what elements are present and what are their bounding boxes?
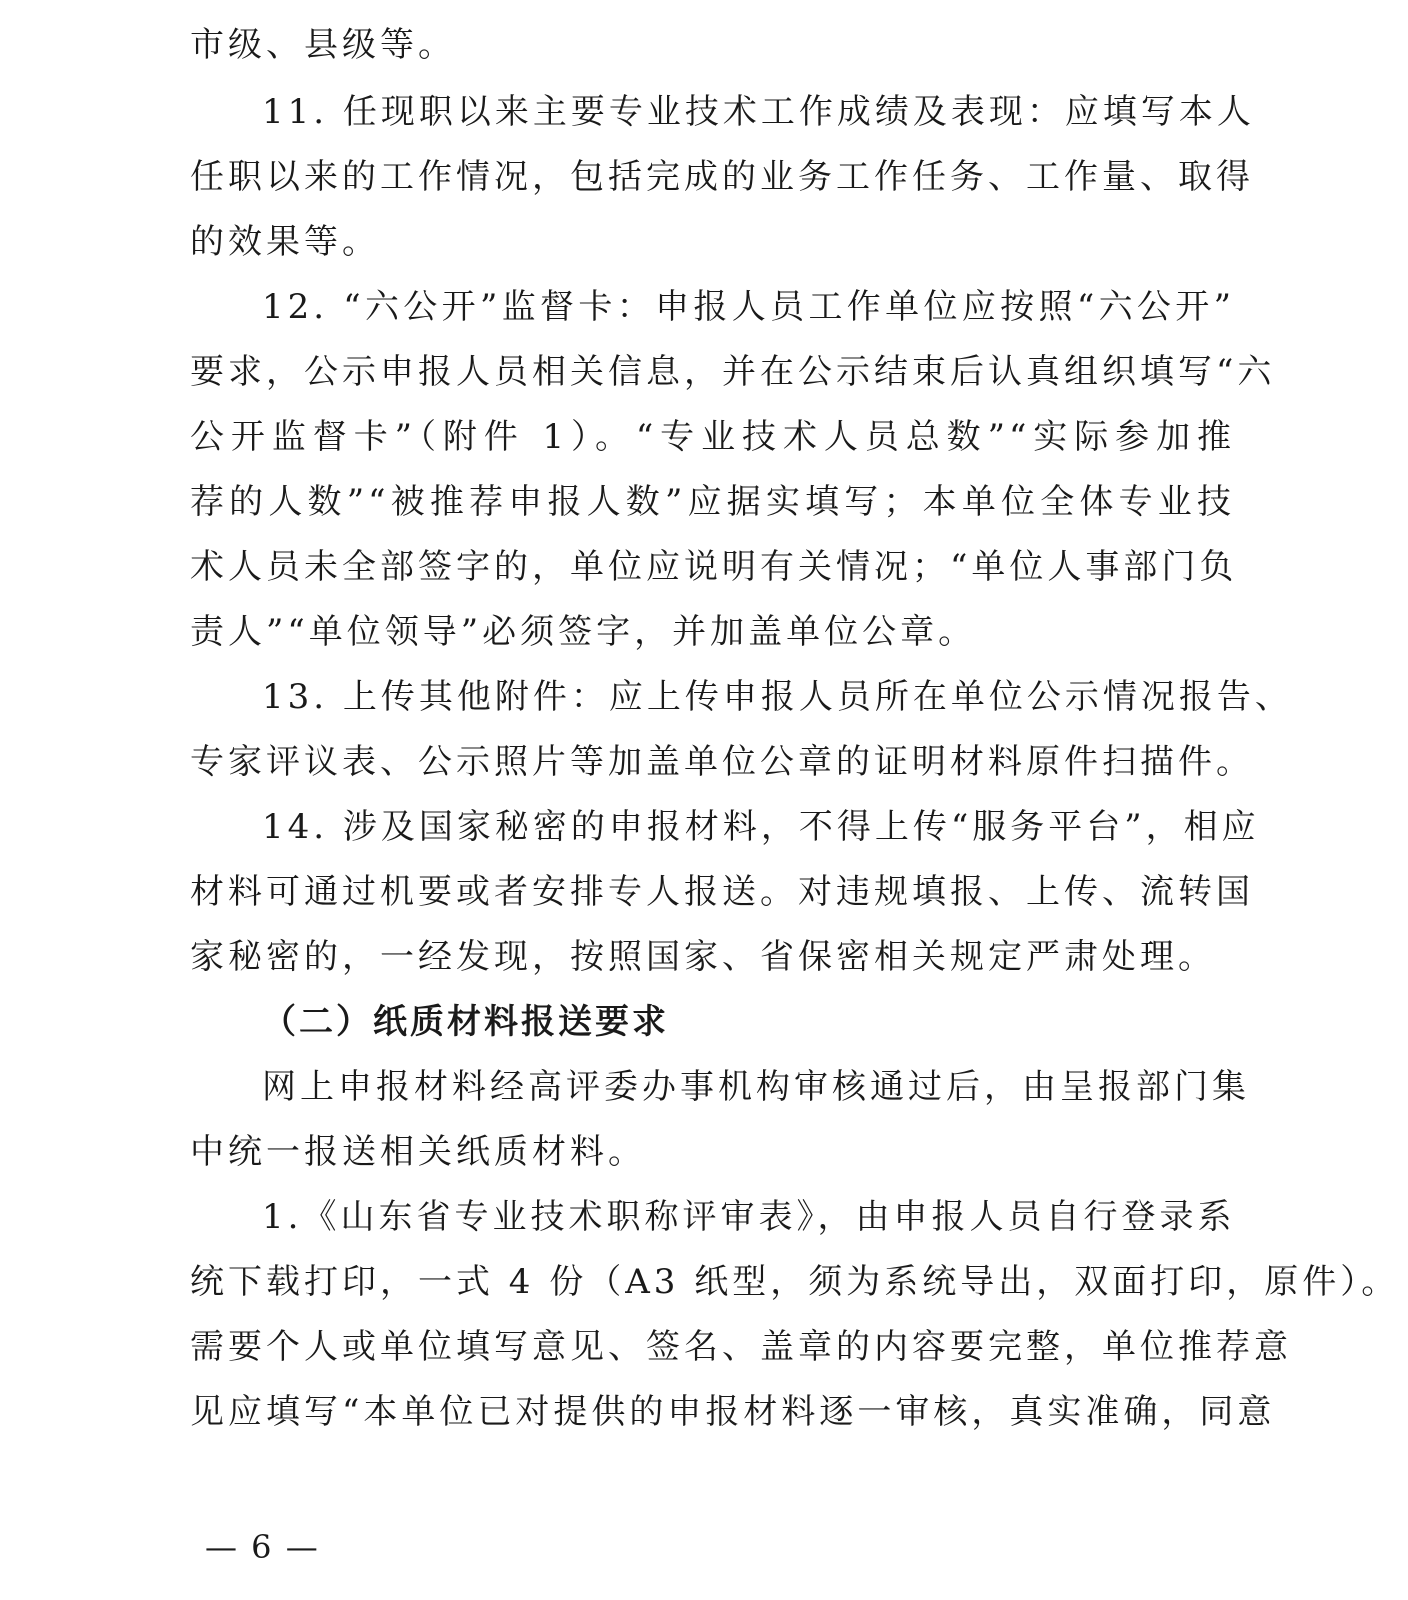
section-heading: （二）纸质材料报送要求 <box>262 1002 669 1042</box>
text-line: 11. 任现职以来主要专业技术工作成绩及表现：应填写本人 <box>262 92 1255 132</box>
text-line: 公开监督卡”（附件 1）。“专业技术人员总数”“实际参加推 <box>190 417 1235 457</box>
text-line: 统下载打印，一式 4 份（A3 纸型，须为系统导出，双面打印，原件）。 <box>190 1262 1400 1302</box>
text-line: 责人”“单位领导”必须签字，并加盖单位公章。 <box>190 612 977 652</box>
text-line: 荐的人数”“被推荐申报人数”应据实填写；本单位全体专业技 <box>190 482 1235 522</box>
text-line: 13. 上传其他附件：应上传申报人员所在单位公示情况报告、 <box>262 677 1293 717</box>
text-line: 见应填写“本单位已对提供的申报材料逐一审核，真实准确，同意 <box>190 1392 1276 1432</box>
text-line: 任职以来的工作情况，包括完成的业务工作任务、工作量、取得 <box>190 157 1254 197</box>
text-line: 要求，公示申报人员相关信息，并在公示结束后认真组织填写“六 <box>190 352 1276 392</box>
text-line: 的效果等。 <box>190 222 380 262</box>
page-number: — 6 — <box>205 1528 320 1566</box>
text-line: 材料可通过机要或者安排专人报送。对违规填报、上传、流转国 <box>190 872 1254 912</box>
text-line: 专家评议表、公示照片等加盖单位公章的证明材料原件扫描件。 <box>190 742 1254 782</box>
text-line: 网上申报材料经高评委办事机构审核通过后，由呈报部门集 <box>262 1067 1250 1107</box>
text-line: 12. “六公开”监督卡：申报人员工作单位应按照“六公开” <box>262 287 1235 327</box>
text-line: 家秘密的，一经发现，按照国家、省保密相关规定严肃处理。 <box>190 937 1216 977</box>
text-line: 术人员未全部签字的，单位应说明有关情况；“单位人事部门负 <box>190 547 1238 587</box>
text-line: 中统一报送相关纸质材料。 <box>190 1132 646 1172</box>
text-line: 1.《山东省专业技术职称评审表》，由申报人员自行登录系 <box>262 1197 1236 1237</box>
text-line: 需要个人或单位填写意见、签名、盖章的内容要完整，单位推荐意 <box>190 1327 1292 1367</box>
text-line: 市级、县级等。 <box>190 25 456 65</box>
text-line: 14. 涉及国家秘密的申报材料，不得上传“服务平台”，相应 <box>262 807 1260 847</box>
